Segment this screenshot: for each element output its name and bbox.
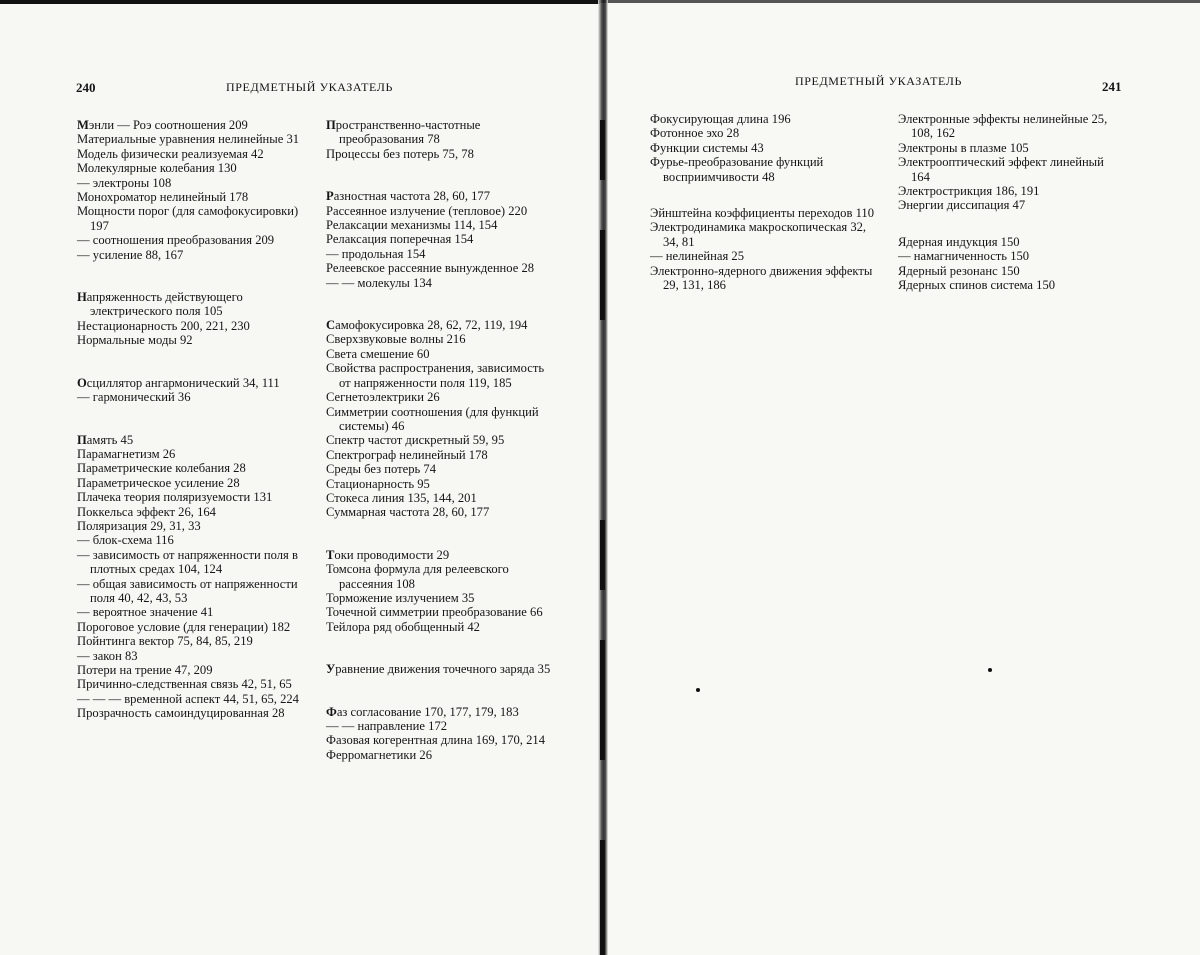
index-entry: — блок-схема 116 bbox=[77, 533, 174, 548]
letter-group-gap bbox=[77, 262, 301, 290]
index-entry: Поккельса эффект 26, 164 bbox=[77, 504, 216, 519]
index-entry: Ядерный резонанс 150 bbox=[898, 263, 1020, 278]
index-entry: Фотонное эхо 28 bbox=[650, 126, 740, 141]
index-entry: Электроны в плазме 105 bbox=[898, 140, 1029, 155]
index-entry: Сегнетоэлектрики 26 bbox=[326, 390, 440, 405]
spine-shadow bbox=[600, 230, 605, 320]
index-entry: Томсона формула для релеевского рассеяния 108 bbox=[326, 562, 509, 591]
index-entry: Нормальные моды 92 bbox=[77, 333, 193, 348]
index-entry: Пойнтинга вектор 75, 84, 85, 219 bbox=[77, 634, 253, 649]
right-running-head: ПРЕДМЕТНЫЙ УКАЗАТЕЛЬ bbox=[795, 74, 963, 88]
index-entry: Параметрическое усиление 28 bbox=[77, 475, 240, 490]
index-entry: — общая зависимость от напряженности поля 40, 42, 43, 53 bbox=[77, 576, 298, 605]
index-entry: Напряженность действующего электрического поля 105 bbox=[77, 290, 243, 319]
letter-group-gap bbox=[326, 634, 552, 662]
index-entry: — электроны 108 bbox=[77, 175, 172, 190]
index-entry: Мэнли — Роэ соотношения 209 bbox=[77, 118, 248, 132]
index-entry: Память 45 bbox=[77, 432, 134, 447]
index-entry: Ферромагнетики 26 bbox=[326, 747, 433, 762]
index-entry: Нестационарность 200, 221, 230 bbox=[77, 318, 250, 333]
index-entry: — намагниченность 150 bbox=[898, 249, 1030, 264]
page-top-shadow bbox=[0, 0, 600, 4]
index-entry: — гармонический 36 bbox=[77, 390, 191, 405]
page-top-shadow bbox=[600, 0, 1200, 3]
index-entry: — усиление 88, 167 bbox=[77, 247, 184, 262]
index-entry: Света смешение 60 bbox=[326, 346, 430, 361]
index-entry: Параметрические колебания 28 bbox=[77, 461, 246, 476]
letter-group-gap bbox=[326, 520, 552, 548]
index-entry: Стационарность 95 bbox=[326, 476, 430, 491]
left-page-number: 240 bbox=[76, 80, 96, 95]
index-entry: Фурье-преобразование функций восприимчивости 48 bbox=[650, 155, 824, 184]
index-entry: — — молекулы 134 bbox=[326, 275, 432, 290]
index-entry: Спектрограф нелинейный 178 bbox=[326, 447, 488, 462]
index-entry: Поляризация 29, 31, 33 bbox=[77, 518, 201, 533]
index-entry: Модель физически реализуемая 42 bbox=[77, 146, 264, 161]
index-entry: Потери на трение 47, 209 bbox=[77, 663, 213, 677]
index-entry: Эйнштейна коэффициенты переходов 110 bbox=[650, 206, 874, 221]
index-entry: — — направление 172 bbox=[326, 719, 448, 733]
spine-shadow bbox=[600, 640, 605, 760]
index-entry: Свойства распространения, зависимость от напряженности поля 119, 185 bbox=[326, 361, 545, 390]
index-entry: Тейлора ряд обобщенный 42 bbox=[326, 619, 480, 634]
index-entry: Электронные эффекты нелинейные 25, 108, 162 bbox=[898, 112, 1108, 141]
index-entry: Фазовая когерентная длина 169, 170, 214 bbox=[326, 733, 545, 748]
index-entry: Пороговое условие (для генерации) 182 bbox=[77, 619, 291, 634]
left-running-head: ПРЕДМЕТНЫЙ УКАЗАТЕЛЬ bbox=[226, 80, 394, 94]
index-entry: Осциллятор ангармонический 34, 111 bbox=[77, 375, 280, 390]
index-entry: Спектр частот дискретный 59, 95 bbox=[326, 433, 505, 448]
letter-group-gap bbox=[77, 348, 301, 376]
index-entry: Функции системы 43 bbox=[650, 140, 764, 155]
left-index-column-2 bbox=[326, 118, 552, 762]
index-entry: Электронно-ядерного движения эффекты 29, 131, 186 bbox=[650, 263, 873, 293]
index-entry: Фокусирующая длина 196 bbox=[650, 112, 791, 126]
index-entry: Ядерная индукция 150 bbox=[898, 234, 1020, 249]
index-entry: Молекулярные колебания 130 bbox=[77, 161, 237, 176]
index-entry: Процессы без потерь 75, 78 bbox=[326, 146, 474, 161]
index-entry: Электрострикция 186, 191 bbox=[898, 184, 1040, 199]
index-entry: — продольная 154 bbox=[326, 246, 426, 261]
right-index-column-1 bbox=[650, 112, 880, 292]
index-entry: Пространственно-частотные преобразования 78 bbox=[326, 118, 481, 147]
index-entry: Симметрии соотношения (для функций системы) 46 bbox=[326, 404, 539, 433]
spine-shadow bbox=[600, 840, 605, 955]
index-entry: Среды без потерь 74 bbox=[326, 462, 436, 477]
index-entry: Суммарная частота 28, 60, 177 bbox=[326, 505, 490, 520]
index-entry: Сверхзвуковые волны 216 bbox=[326, 332, 466, 347]
index-entry: — — — временной аспект 44, 51, 65, 224 bbox=[77, 691, 299, 706]
index-entry: Уравнение движения точечного заряда 35 bbox=[326, 662, 551, 677]
letter-group-gap bbox=[650, 184, 880, 206]
index-entry: Энергии диссипация 47 bbox=[898, 198, 1026, 213]
index-entry: Парамагнетизм 26 bbox=[77, 446, 176, 461]
right-page bbox=[600, 0, 1200, 955]
index-entry: — закон 83 bbox=[77, 648, 138, 663]
index-entry: — соотношения преобразования 209 bbox=[77, 233, 275, 248]
index-entry: Фаз согласование 170, 177, 179, 183 bbox=[326, 704, 519, 719]
letter-group-gap bbox=[326, 677, 552, 705]
index-entry: — вероятное значение 41 bbox=[77, 605, 214, 620]
index-entry: Мощности порог (для самофокусировки) 197 bbox=[77, 204, 299, 233]
letter-group-gap bbox=[326, 161, 552, 189]
index-entry: Причинно-следственная связь 42, 51, 65 bbox=[77, 677, 292, 692]
index-entry: Токи проводимости 29 bbox=[326, 547, 450, 562]
index-entry: Разностная частота 28, 60, 177 bbox=[326, 189, 491, 204]
letter-group-gap bbox=[77, 405, 301, 433]
right-index-column-2 bbox=[898, 112, 1124, 292]
index-entry: Релаксация поперечная 154 bbox=[326, 232, 474, 247]
left-index-column-1 bbox=[77, 118, 301, 721]
spine-shadow bbox=[600, 120, 605, 180]
index-entry: Материальные уравнения нелинейные 31 bbox=[77, 132, 300, 147]
index-entry: — нелинейная 25 bbox=[650, 249, 745, 264]
index-entry: Монохроматор нелинейный 178 bbox=[77, 190, 249, 205]
index-entry: Торможение излучением 35 bbox=[326, 590, 475, 605]
index-entry: Ядерных спинов система 150 bbox=[898, 278, 1056, 293]
index-entry: — зависимость от напряженности поля в плотных средах 104, 124 bbox=[77, 547, 298, 577]
letter-group-gap bbox=[898, 213, 1124, 235]
letter-group-gap bbox=[326, 290, 552, 318]
index-entry: Релаксации механизмы 114, 154 bbox=[326, 218, 498, 233]
print-speck bbox=[988, 668, 992, 672]
index-entry: Релеевское рассеяние вынужденное 28 bbox=[326, 261, 535, 276]
index-entry: Прозрачность самоиндуцированная 28 bbox=[77, 706, 285, 721]
index-entry: Рассеянное излучение (тепловое) 220 bbox=[326, 203, 528, 218]
index-entry: Электродинамика макроскопическая 32, 34, 81 bbox=[650, 220, 867, 249]
index-entry: Точечной симметрии преобразование 66 bbox=[326, 605, 543, 620]
index-entry: Электрооптический эффект линейный 164 bbox=[898, 155, 1104, 184]
spine-shadow bbox=[600, 520, 605, 590]
right-page-number: 241 bbox=[1102, 79, 1122, 94]
index-entry: Самофокусировка 28, 62, 72, 119, 194 bbox=[326, 318, 528, 333]
index-entry: Стокеса линия 135, 144, 201 bbox=[326, 490, 477, 505]
index-entry: Плачека теория поляризуемости 131 bbox=[77, 490, 273, 505]
print-speck bbox=[696, 688, 700, 692]
